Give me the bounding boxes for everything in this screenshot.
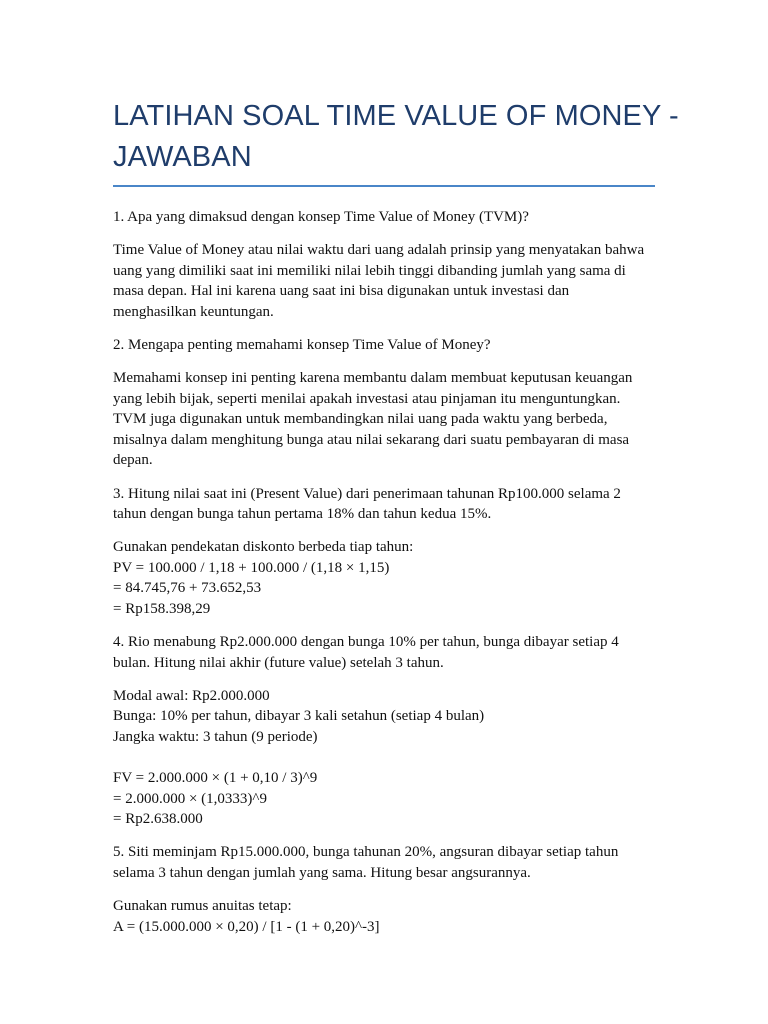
- question-1-line: 1. Apa yang dimaksud dengan konsep Time Value of Money (TVM)?: [113, 209, 529, 225]
- question-4-line: 4. Rio menabung Rp2.000.000 dengan bunga 10% per tahun, bunga dibayar setiap 4: [113, 634, 619, 651]
- question-2: [113, 335, 655, 356]
- answer-4-given: Modal awal: Rp2.000.000: [113, 687, 270, 704]
- answer-2-line: TVM juga digunakan untuk membandingkan nilai uang pada waktu yang berbeda,: [113, 411, 608, 428]
- document-body: [113, 207, 655, 937]
- answer-5: [113, 896, 655, 937]
- question-5-line: 5. Siti meminjam Rp15.000.000, bunga tahunan 20%, angsuran dibayar setiap tahun: [113, 844, 619, 861]
- question-5: [113, 842, 655, 883]
- answer-3-formula: PV = 100.000 / 1,18 + 100.000 / (1,18 × 1,15): [113, 559, 390, 576]
- answer-2-line: Memahami konsep ini penting karena membantu dalam membuat keputusan keuangan: [113, 370, 633, 387]
- answer-1-line: masa depan. Hal ini karena uang saat ini bisa digunakan untuk investasi dan: [113, 283, 570, 300]
- answer-2-line: yang lebih bijak, seperti menilai apakah investasi atau pinjaman itu menguntungkan.: [113, 390, 621, 407]
- answer-4-result: = Rp2.638.000: [113, 811, 203, 828]
- answer-3: [113, 537, 655, 619]
- document-page: [113, 0, 679, 950]
- answer-4-given: Jangka waktu: 3 tahun (9 periode): [113, 728, 318, 745]
- answer-4-formula: FV = 2.000.000 × (1 + 0,10 / 3)^9: [113, 770, 318, 787]
- answer-4-given: Bunga: 10% per tahun, dibayar 3 kali setahun (setiap 4 bulan): [113, 708, 485, 725]
- title-line-2: JAWABAN: [113, 141, 252, 173]
- answer-2-line: misalnya dalam menghitung bunga atau nilai sekarang dari suatu pembayaran di masa: [113, 431, 630, 448]
- question-4: [113, 632, 655, 673]
- answer-5-formula: A = (15.000.000 × 0,20) / [1 - (1 + 0,20)^-3]: [113, 918, 380, 935]
- question-5-line: selama 3 tahun dengan jumlah yang sama. Hitung besar angsurannya.: [113, 865, 531, 882]
- blank-line: [113, 748, 655, 769]
- question-2-line: 2. Mengapa penting memahami konsep Time Value of Money?: [113, 336, 491, 353]
- answer-4-formula: = 2.000.000 × (1,0333)^9: [113, 790, 267, 807]
- answer-3-result: = Rp158.398,29: [113, 601, 211, 617]
- answer-2-line: depan.: [113, 452, 153, 469]
- answer-2: [113, 368, 655, 471]
- question-3-line: 3. Hitung nilai saat ini (Present Value) dari penerimaan tahunan Rp100.000 selama 2: [113, 485, 621, 502]
- answer-1-line: Time Value of Money atau nilai waktu dari uang adalah prinsip yang menyatakan bahwa: [113, 242, 645, 259]
- title-line-1: LATIHAN SOAL TIME VALUE OF MONEY -: [113, 100, 679, 132]
- answer-3-formula: = 84.745,76 + 73.652,53: [113, 580, 262, 597]
- answer-3-line: Gunakan pendekatan diskonto berbeda tiap tahun:: [113, 539, 414, 556]
- question-1: [113, 207, 655, 228]
- document-title: [113, 0, 679, 178]
- answer-5-line: Gunakan rumus anuitas tetap:: [113, 898, 292, 915]
- question-3-line: tahun dengan bunga tahun pertama 18% dan tahun kedua 15%.: [113, 506, 492, 523]
- question-4-line: bulan. Hitung nilai akhir (future value) setelah 3 tahun.: [113, 654, 444, 671]
- answer-1-line: uang yang dimiliki saat ini memiliki nilai lebih tinggi dibanding jumlah yang sama di: [113, 262, 626, 279]
- answer-1: [113, 240, 655, 322]
- answer-1-line: menghasilkan keuntungan.: [113, 303, 274, 320]
- title-underline: [113, 185, 655, 187]
- question-3: [113, 484, 655, 525]
- answer-4: [113, 686, 655, 830]
